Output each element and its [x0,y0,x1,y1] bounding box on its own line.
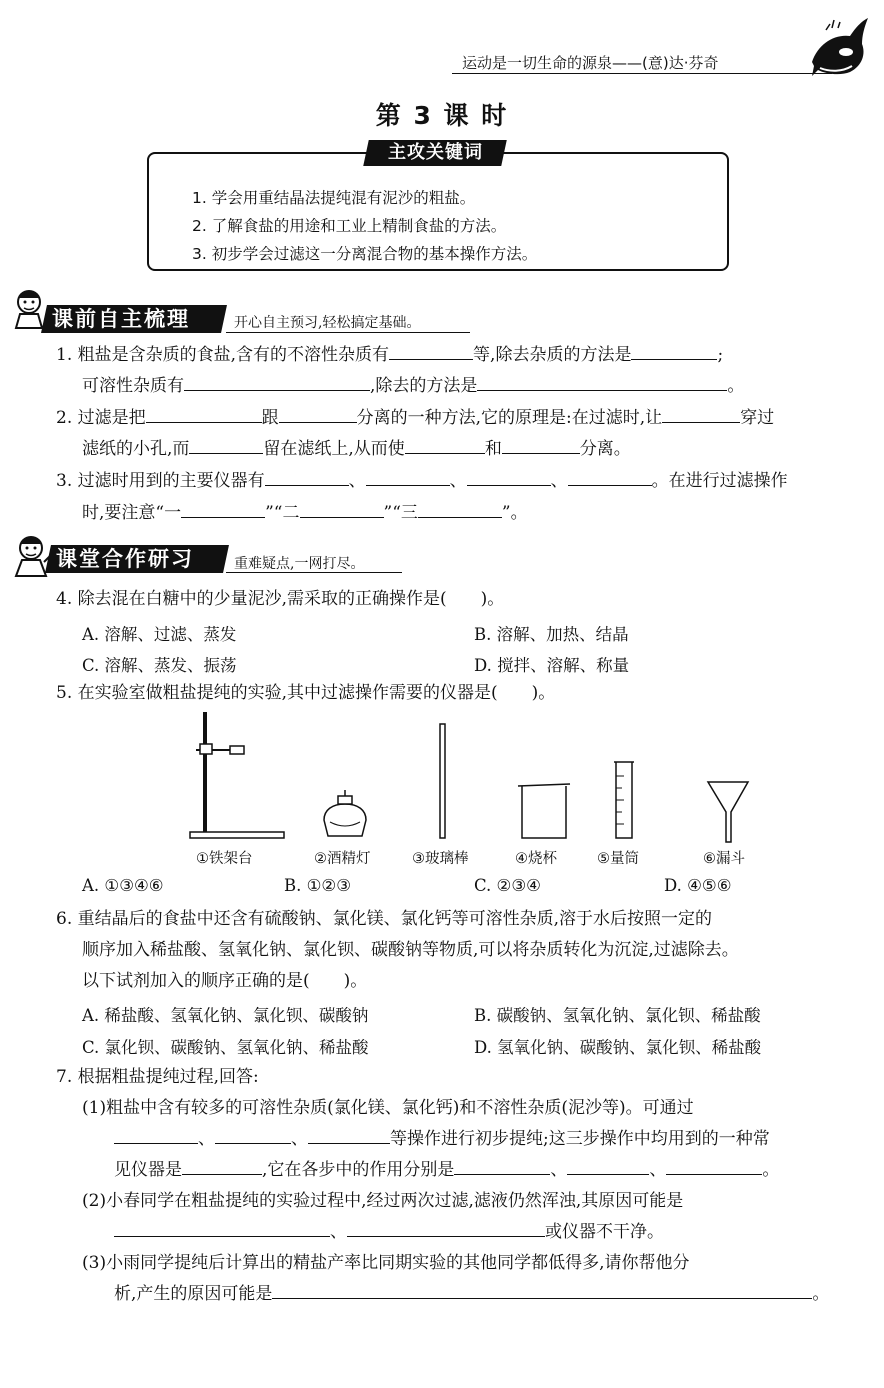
question-5: 5. 在实验室做粗盐提纯的实验,其中过滤操作需要的仪器是( )。 [56,683,556,703]
blank[interactable] [114,1125,198,1144]
question-5-option-a[interactable]: A. ①③④⑥ [82,876,164,895]
question-4: 4. 除去混在白糖中的少量泥沙,需采取的正确操作是( )。 [56,589,505,609]
question-1-line-2: 可溶性杂质有 ,除去的方法是 。 [82,371,744,402]
funnel-icon [708,782,748,842]
blank[interactable] [181,499,265,518]
apparatus-label-5: ⑤量筒 [597,851,639,867]
blank[interactable] [265,467,349,486]
beaker-icon [518,784,570,838]
apparatus-label-2: ②酒精灯 [314,851,371,867]
blank[interactable] [189,435,263,454]
question-3-line-1: 3. 过滤时用到的主要仪器有 、 、 、 。在进行过滤操作 [56,466,788,497]
blank[interactable] [666,1156,762,1175]
question-4-option-a[interactable]: A. 溶解、过滤、蒸发 [82,625,237,644]
apparatus-label-3: ③玻璃棒 [412,851,469,867]
blank[interactable] [300,499,384,518]
blank[interactable] [405,435,485,454]
blank[interactable] [418,499,502,518]
apparatus-label-1: ①铁架台 [196,851,253,867]
blank[interactable] [454,1156,550,1175]
graduated-cylinder-icon [614,762,634,838]
blank[interactable] [272,1280,812,1299]
blank[interactable] [389,341,473,360]
blank[interactable] [279,404,357,423]
question-2-line-2: 滤纸的小孔,而 留在滤纸上,从而使 和 分离。 [82,434,631,465]
alcohol-lamp-icon [324,790,366,836]
question-6-line-1: 6. 重结晶后的食盐中还含有硫酸钠、氯化镁、氯化钙等可溶性杂质,溶于水后按照一定的 [56,909,713,929]
apparatus-label-4: ④烧杯 [515,851,557,867]
question-7-intro: 7. 根据粗盐提纯过程,回答: [56,1067,259,1087]
iron-stand-icon [190,712,284,838]
header-quote: 运动是一切生命的源泉——(意)达·芬奇 [462,54,719,72]
question-6-option-d[interactable]: D. 氢氧化钠、碳酸钠、氯化钡、稀盐酸 [474,1038,762,1057]
blank[interactable] [502,435,580,454]
section-rule [226,572,402,573]
question-5-option-d[interactable]: D. ④⑤⑥ [664,876,732,895]
blank[interactable] [467,467,551,486]
blank[interactable] [146,404,262,423]
blank[interactable] [182,1156,262,1175]
blank[interactable] [568,467,652,486]
question-1-line-1: 1. 粗盐是含杂质的食盐,含有的不溶性杂质有 等,除去杂质的方法是 ; [56,340,723,371]
header-rule [452,73,832,74]
blank[interactable] [631,341,717,360]
orca-logo-icon [806,14,872,80]
section-rule [226,332,470,333]
question-6-line-2: 顺序加入稀盐酸、氢氧化钠、氯化钡、碳酸钠等物质,可以将杂质转化为沉淀,过滤除去。 [82,940,739,960]
blank[interactable] [215,1125,291,1144]
question-6-line-3: 以下试剂加入的顺序正确的是( )。 [82,971,368,991]
question-7-part-3-line-1: (3)小雨同学提纯后计算出的精盐产率比同期实验的其他同学都低得多,请你帮他分 [82,1253,690,1273]
blank[interactable] [347,1218,545,1237]
blank[interactable] [477,372,727,391]
question-6-option-c[interactable]: C. 氯化钡、碳酸钠、氢氧化钠、稀盐酸 [82,1038,369,1057]
question-7-part-2-line-1: (2)小春同学在粗盐提纯的实验过程中,经过两次过滤,滤液仍然浑浊,其原因可能是 [82,1191,684,1211]
question-7-part-3-line-2: 析,产生的原因可能是 。 [114,1279,829,1310]
lesson-title: 第 3 课 时 [375,101,509,130]
section-banner-collab: 课堂合作研习 [45,545,229,573]
objective-1: 1. 学会用重结晶法提纯混有泥沙的粗盐。 [192,189,476,207]
blank[interactable] [366,467,450,486]
question-7-part-1-line-1: (1)粗盐中含有较多的可溶性杂质(氯化镁、氯化钙)和不溶性杂质(泥沙等)。可通过 [82,1098,694,1118]
objective-3: 3. 初步学会过滤这一分离混合物的基本操作方法。 [192,245,538,263]
question-3-line-2: 时,要注意“一 ”“二 ”“三 ”。 [82,498,528,529]
question-6-option-b[interactable]: B. 碳酸钠、氢氧化钠、氯化钡、稀盐酸 [474,1006,761,1025]
section-subtitle-collab: 重难疑点,一网打尽。 [234,556,365,572]
question-4-option-c[interactable]: C. 溶解、蒸发、振荡 [82,656,237,675]
question-5-option-b[interactable]: B. ①②③ [284,876,351,895]
apparatus-illustrations [186,706,766,846]
glass-rod-icon [440,724,445,838]
blank[interactable] [662,404,740,423]
question-4-option-b[interactable]: B. 溶解、加热、结晶 [474,625,629,644]
objective-2: 2. 了解食盐的用途和工业上精制食盐的方法。 [192,217,507,235]
question-4-option-d[interactable]: D. 搅拌、溶解、称量 [474,656,630,675]
blank[interactable] [308,1125,390,1144]
apparatus-label-6: ⑥漏斗 [703,851,745,867]
section-subtitle-preview: 开心自主预习,轻松搞定基础。 [234,315,421,331]
question-5-option-c[interactable]: C. ②③④ [474,876,541,895]
question-7-part-1-line-3: 见仪器是 ,它在各步中的作用分别是 、 、 。 [114,1155,779,1186]
key-points-heading: 主攻关键词 [363,140,507,166]
blank[interactable] [567,1156,649,1175]
blank[interactable] [114,1218,330,1237]
question-7-part-1-line-2: 、 、 等操作进行初步提纯;这三步操作中均用到的一种常 [114,1124,770,1155]
question-7-part-2-line-2: 、 或仪器不干净。 [114,1217,664,1248]
section-banner-preview: 课前自主梳理 [41,305,227,333]
blank[interactable] [184,372,370,391]
question-2-line-1: 2. 过滤是把 跟 分离的一种方法,它的原理是:在过滤时,让 穿过 [56,403,774,434]
question-6-option-a[interactable]: A. 稀盐酸、氢氧化钠、氯化钡、碳酸钠 [82,1006,369,1025]
